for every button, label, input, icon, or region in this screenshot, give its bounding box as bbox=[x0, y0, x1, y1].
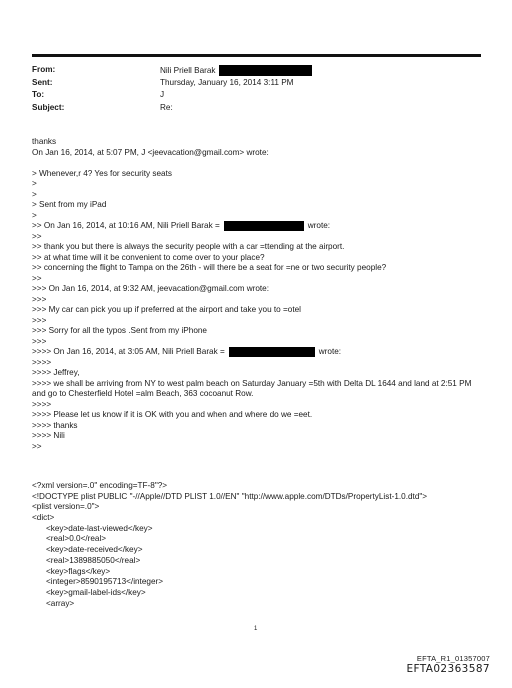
xml-line: <key>date-last-viewed</key> bbox=[46, 523, 153, 533]
redaction-box bbox=[224, 221, 304, 231]
sent-row bbox=[32, 78, 482, 91]
subject-value: Re: bbox=[160, 102, 173, 112]
xml-line: <key>gmail-label-ids</key> bbox=[46, 587, 146, 597]
body-line: >>> My car can pick you up if preferred at the airport and take you to =otel bbox=[32, 305, 301, 314]
subject-label: Subject: bbox=[32, 102, 65, 112]
xml-block bbox=[32, 481, 492, 609]
body-line: >>> bbox=[32, 315, 47, 325]
body-line: >>> Sorry for all the typos .Sent from my iPhone bbox=[32, 326, 207, 335]
body-text: wrote: bbox=[318, 347, 342, 357]
body-line: >>>> bbox=[32, 357, 52, 367]
body-line: >> bbox=[32, 441, 42, 451]
spacer bbox=[32, 158, 492, 169]
header-rule bbox=[32, 54, 481, 57]
xml-line: <key>flags</key> bbox=[46, 566, 111, 576]
email-header bbox=[32, 65, 482, 115]
body-line: >>>> Jeffrey, bbox=[32, 368, 80, 377]
body-line: >> bbox=[32, 273, 42, 283]
sent-label: Sent: bbox=[32, 77, 53, 87]
body-line: On Jan 16, 2014, at 5:07 PM, J <jeevacation@gmail.com> wrote: bbox=[32, 147, 269, 157]
body-line: > bbox=[32, 179, 37, 188]
email-body bbox=[32, 137, 492, 452]
body-line: > bbox=[32, 189, 37, 199]
page-number: 1 bbox=[254, 626, 258, 632]
xml-line: <array> bbox=[46, 598, 75, 608]
body-text: >>>> On Jan 16, 2014, at 3:05 AM, Nili Priell Barak = bbox=[32, 347, 225, 357]
from-value-wrap bbox=[160, 65, 312, 76]
to-row bbox=[32, 90, 482, 103]
body-line: >>> bbox=[32, 336, 47, 346]
subject-row bbox=[32, 103, 482, 116]
reference-number: EFTA_R1_01357007 bbox=[416, 654, 490, 663]
from-label: From: bbox=[32, 65, 56, 74]
xml-line: <plist version=.0"> bbox=[32, 502, 100, 512]
bates-number: EFTA02363587 bbox=[406, 663, 490, 675]
body-line-redacted bbox=[32, 347, 492, 358]
from-row bbox=[32, 65, 482, 78]
xml-line: <?xml version=.0" encoding=TF-8"?> bbox=[32, 481, 168, 490]
xml-line: <integer>8590195713</integer> bbox=[46, 577, 164, 587]
sent-value: Thursday, January 16, 2014 3:11 PM bbox=[160, 77, 294, 87]
body-line: >>>> Nili bbox=[32, 431, 65, 440]
body-text: >> On Jan 16, 2014, at 10:16 AM, Nili Priell Barak = bbox=[32, 221, 220, 231]
body-line-redacted bbox=[32, 221, 492, 232]
redaction-box bbox=[229, 347, 315, 357]
xml-line: <real>0.0</real> bbox=[46, 534, 107, 544]
xml-line: <real>1389885050</real> bbox=[46, 555, 141, 565]
body-line: >> concerning the flight to Tampa on the 26th - will there be a seat for =ne or two security people? bbox=[32, 263, 387, 272]
xml-line: <key>date-received</key> bbox=[46, 545, 143, 555]
redaction-box bbox=[219, 65, 312, 76]
body-line: >>>> Please let us know if it is OK with you and when and where do we =eet. bbox=[32, 410, 313, 419]
body-line: > Sent from my iPad bbox=[32, 200, 107, 209]
body-line: and go to Chesterfield Hotel =alm Beach, 363 cocoanut Row. bbox=[32, 389, 254, 398]
to-label: To: bbox=[32, 90, 45, 99]
xml-line: <dict> bbox=[32, 513, 55, 523]
xml-line: <!DOCTYPE plist PUBLIC "-//Apple//DTD PLIST 1.0//EN" "http://www.apple.com/DTDs/PropertyList-1.0.dtd"> bbox=[32, 491, 428, 501]
body-line: >> bbox=[32, 231, 42, 241]
body-line: >>>> thanks bbox=[32, 420, 78, 430]
body-line: > Whenever,r 4? Yes for security seats bbox=[32, 168, 172, 178]
body-text: wrote: bbox=[307, 221, 331, 231]
body-line: thanks bbox=[32, 137, 57, 146]
body-line: >>> bbox=[32, 294, 47, 304]
body-line: >>>> we shall be arriving from NY to west palm beach on Saturday January =5th with Delta DL 1644 and land at 2:51 PM bbox=[32, 378, 472, 388]
body-line: >>>> bbox=[32, 399, 52, 409]
body-line: > bbox=[32, 210, 37, 220]
body-line: >> at what time will it be convenient to come over to your place? bbox=[32, 252, 265, 262]
body-line: >> thank you but there is always the security people with a car =ttending at the airport. bbox=[32, 242, 345, 251]
body-line: >>> On Jan 16, 2014, at 9:32 AM, jeevacation@gmail.com wrote: bbox=[32, 284, 270, 293]
to-value: J bbox=[160, 90, 165, 99]
from-value: Nili Priell Barak bbox=[160, 66, 216, 75]
